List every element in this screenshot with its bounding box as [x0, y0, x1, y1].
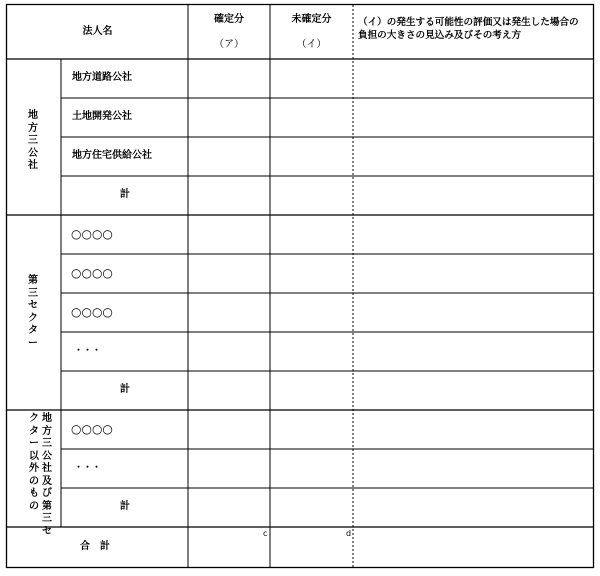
row-third-sector-ellipsis: ・・・ [74, 346, 102, 356]
total-label: 合 計 [80, 541, 110, 552]
header-unconfirmed-mark: （イ） [296, 39, 327, 50]
row-other-1: ○○○○ [71, 422, 113, 436]
subtotal-third-sector: 計 [120, 384, 130, 395]
row-third-sector-3: ○○○○ [71, 305, 113, 319]
row-local-housing-corporation: 地方住宅供給公社 [72, 150, 152, 161]
total-mark-d: d [346, 529, 352, 538]
group-label-other-col2: クター以外のもの [29, 413, 39, 512]
header-confirmed: 確定分 [214, 14, 244, 25]
row-third-sector-1: ○○○○ [71, 227, 113, 241]
row-local-road-corporation: 地方道路公社 [72, 72, 132, 83]
row-third-sector-2: ○○○○ [71, 266, 113, 280]
subtotal-local: 計 [120, 189, 130, 200]
header-corp-name: 法人名 [82, 26, 113, 37]
group-label-local-public-corporations: 地方三公社 [28, 110, 38, 171]
total-mark-c: c [263, 529, 268, 538]
group-label-third-sector: 第三セクター [28, 275, 38, 349]
group-label-other-col1: 地方三公社及び第三セ [42, 413, 52, 537]
header-unconfirmed: 未確定分 [291, 14, 332, 25]
header-confirmed-mark: （ア） [214, 39, 244, 50]
header-evaluation-line1: （イ）の発生する可能性の評価又は発生した場合の [358, 17, 579, 28]
header-evaluation-line2: 負担の大きさの見込み及びその考え方 [358, 30, 522, 41]
subtotal-other: 計 [120, 501, 130, 512]
row-other-ellipsis: ・・・ [74, 463, 102, 473]
row-land-development-corporation: 土地開発公社 [72, 111, 132, 122]
